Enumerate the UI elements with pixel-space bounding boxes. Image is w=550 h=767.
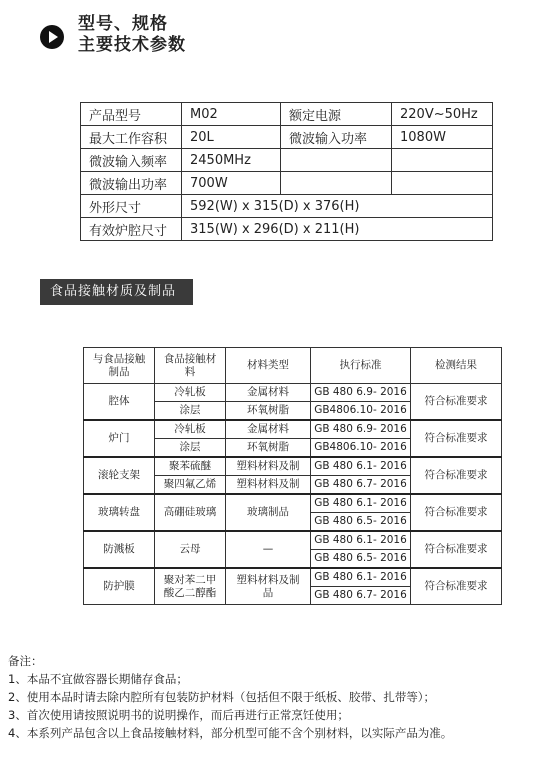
materials-table: [83, 347, 502, 605]
spec-table: [80, 102, 493, 241]
table-cell: 环氧树脂: [226, 439, 311, 458]
spec-cell: 微波输出功率: [81, 172, 182, 195]
table-cell: 腔体: [84, 384, 155, 421]
spec-cell: 220V~50Hz: [392, 103, 493, 126]
spec-cell: [392, 172, 493, 195]
spec-cell: [281, 149, 392, 172]
table-cell: 云母: [155, 531, 226, 568]
notes: [8, 652, 452, 742]
table-cell: GB 480 6.1- 2016: [311, 568, 411, 587]
table-cell: GB4806.10- 2016: [311, 439, 411, 458]
spec-cell: 2450MHz: [182, 149, 281, 172]
table-cell: 金属材料: [226, 384, 311, 402]
table-cell: GB 480 6.5- 2016: [311, 550, 411, 569]
table-cell: 符合标准要求: [411, 568, 502, 605]
table-cell: 炉门: [84, 420, 155, 457]
table-cell: 滚轮支架: [84, 457, 155, 494]
table-cell: GB4806.10- 2016: [311, 402, 411, 421]
spec-cell: 微波输入功率: [281, 126, 392, 149]
table-cell: 金属材料: [226, 420, 311, 439]
table-cell: 聚四氟乙烯: [155, 476, 226, 495]
section-label: 食品接触材质及制品: [40, 279, 193, 305]
spec-cell: 592(W) x 315(D) x 376(H): [182, 195, 493, 218]
table-cell: GB 480 6.1- 2016: [311, 531, 411, 550]
table-cell: 聚苯硫醚: [155, 457, 226, 476]
spec-cell: 微波输入频率: [81, 149, 182, 172]
header-cell: 材料类型: [226, 348, 311, 384]
table-cell: GB 480 6.1- 2016: [311, 457, 411, 476]
table-cell: 环氧树脂: [226, 402, 311, 421]
table-cell: 玻璃转盘: [84, 494, 155, 531]
table-cell: GB 480 6.1- 2016: [311, 494, 411, 513]
header-cell: 食品接触材 料: [155, 348, 226, 384]
table-cell: 符合标准要求: [411, 384, 502, 421]
table-cell: 符合标准要求: [411, 531, 502, 568]
table-cell: 冷轧板: [155, 384, 226, 402]
note-item: 3、首次使用请按照说明书的说明操作，而后再进行正常烹饪使用；: [8, 708, 349, 722]
note-item: 2、使用本品时请去除内腔所有包装防护材料（包括但不限于纸板、胶带、扎带等）；: [8, 690, 436, 704]
header-cell: 执行标准: [311, 348, 411, 384]
spec-cell: 700W: [182, 172, 281, 195]
table-cell: 符合标准要求: [411, 420, 502, 457]
table-cell: —: [226, 531, 311, 568]
table-cell: 涂层: [155, 439, 226, 458]
spec-cell: 外形尺寸: [81, 195, 182, 218]
spec-cell: 额定电源: [281, 103, 392, 126]
spec-cell: M02: [182, 103, 281, 126]
note-item: 1、本品不宜做容器长期储存食品；: [8, 672, 188, 686]
table-cell: 玻璃制品: [226, 494, 311, 531]
spec-cell: 315(W) x 296(D) x 211(H): [182, 218, 493, 241]
spec-cell: 20L: [182, 126, 281, 149]
notes-heading: 备注：: [8, 654, 43, 668]
spec-cell: 1080W: [392, 126, 493, 149]
spec-cell: [392, 149, 493, 172]
spec-cell: 有效炉腔尺寸: [81, 218, 182, 241]
note-item: 4、本系列产品包含以上食品接触材料，部分机型可能不含个别材料，以实际产品为准。: [8, 726, 453, 740]
title-text: [78, 14, 186, 56]
table-cell: GB 480 6.7- 2016: [311, 587, 411, 605]
table-cell: 聚对苯二甲 酸乙二醇酯: [155, 568, 226, 605]
section-title: [40, 14, 186, 56]
table-cell: 防溅板: [84, 531, 155, 568]
table-cell: GB 480 6.5- 2016: [311, 513, 411, 532]
table-cell: GB 480 6.9- 2016: [311, 384, 411, 402]
table-cell: 塑料材料及制 品: [226, 568, 311, 605]
header-cell: 检测结果: [411, 348, 502, 384]
spec-cell: [281, 172, 392, 195]
title-line-1: 型号、规格: [78, 14, 168, 34]
spec-cell: 最大工作容积: [81, 126, 182, 149]
spec-cell: 产品型号: [81, 103, 182, 126]
play-icon: [40, 25, 64, 49]
table-cell: 符合标准要求: [411, 494, 502, 531]
table-cell: 冷轧板: [155, 420, 226, 439]
table-cell: 塑料材料及制: [226, 476, 311, 495]
table-cell: 涂层: [155, 402, 226, 421]
table-cell: 防护膜: [84, 568, 155, 605]
table-cell: GB 480 6.9- 2016: [311, 420, 411, 439]
table-cell: 塑料材料及制: [226, 457, 311, 476]
table-cell: 符合标准要求: [411, 457, 502, 494]
table-cell: GB 480 6.7- 2016: [311, 476, 411, 495]
table-cell: 高硼硅玻璃: [155, 494, 226, 531]
title-line-2: 主要技术参数: [78, 35, 186, 55]
header-cell: 与食品接触 制品: [84, 348, 155, 384]
